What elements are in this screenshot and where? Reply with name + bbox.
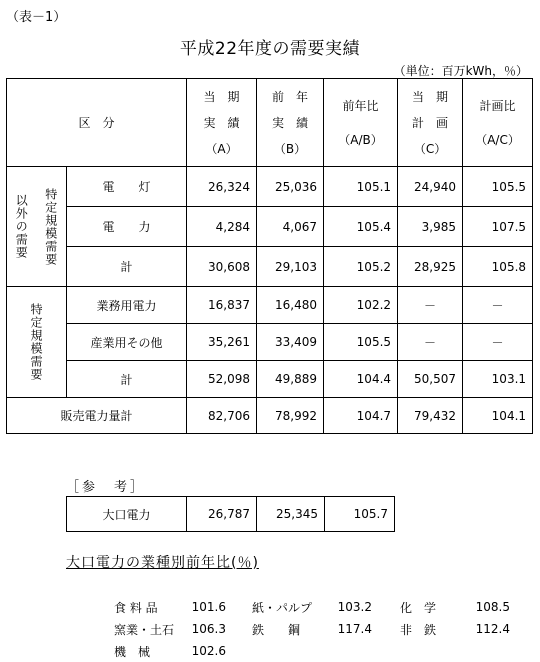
cell-ab: 102.2 xyxy=(324,287,398,324)
cell-ab: 105.1 xyxy=(324,167,398,207)
table-row xyxy=(7,361,533,398)
row-name: 産業用その他 xyxy=(67,324,187,361)
cell-c: － xyxy=(398,287,463,324)
header-plan-ratio: 計画比 （A/C） xyxy=(463,79,533,167)
table-row xyxy=(7,247,533,287)
cell-b: 29,103 xyxy=(257,247,324,287)
reference-row xyxy=(67,497,395,532)
reference-ab: 105.7 xyxy=(325,497,395,532)
reference-a: 26,787 xyxy=(187,497,257,532)
row-name: 電 力 xyxy=(67,207,187,247)
cell-ab: 104.7 xyxy=(324,398,398,434)
cell-a: 30,608 xyxy=(187,247,257,287)
cell-ab: 105.2 xyxy=(324,247,398,287)
row-name: 業務用電力 xyxy=(67,287,187,324)
table-label: （表－1） xyxy=(6,10,67,25)
reference-label: ［参 考］ xyxy=(66,480,147,495)
cell-a: 35,261 xyxy=(187,324,257,361)
total-name: 販売電力量計 xyxy=(7,398,187,434)
table-row xyxy=(7,324,533,361)
cell-b: 16,480 xyxy=(257,287,324,324)
table-row xyxy=(7,287,533,324)
group1-label-right: 特定規模需要 xyxy=(37,167,67,287)
header-current-actual: 当 期 実 績 （A） xyxy=(187,79,257,167)
industry-list xyxy=(114,596,524,662)
row-name: 計 xyxy=(67,247,187,287)
cell-a: 4,284 xyxy=(187,207,257,247)
cell-b: 25,036 xyxy=(257,167,324,207)
cell-ac: － xyxy=(463,287,533,324)
industry-name: 紙・パルプ xyxy=(252,600,313,615)
header-current-plan: 当 期 計 画 （C） xyxy=(398,79,463,167)
cell-b: 4,067 xyxy=(257,207,324,247)
cell-c: 28,925 xyxy=(398,247,463,287)
cell-c: 24,940 xyxy=(398,167,463,207)
row-name: 電 灯 xyxy=(67,167,187,207)
reference-table xyxy=(66,496,395,532)
cell-ac: － xyxy=(463,324,533,361)
industry-name: 非 鉄 xyxy=(400,622,437,637)
cell-b: 78,992 xyxy=(257,398,324,434)
total-row xyxy=(7,398,533,434)
industry-value: 108.5 xyxy=(475,600,510,614)
page-title: 平成22年度の需要実績 xyxy=(179,39,361,59)
header-category: 区 分 xyxy=(7,79,187,167)
cell-ac: 103.1 xyxy=(463,361,533,398)
industry-name: 化 学 xyxy=(400,600,437,615)
cell-a: 26,324 xyxy=(187,167,257,207)
industry-value: 101.6 xyxy=(191,600,226,614)
industry-section-title: 大口電力の業種別前年比(％) xyxy=(66,555,259,571)
group1-label-left: 以外の需要 xyxy=(7,167,37,287)
cell-a: 52,098 xyxy=(187,361,257,398)
cell-a: 16,837 xyxy=(187,287,257,324)
industry-row xyxy=(114,640,524,662)
table-row xyxy=(7,167,533,207)
industry-name: 機 械 xyxy=(114,644,151,659)
row-name: 計 xyxy=(67,361,187,398)
unit-note: （単位：百万kWh，％） xyxy=(393,64,528,78)
cell-c: 3,985 xyxy=(398,207,463,247)
industry-row xyxy=(114,618,524,640)
reference-b: 25,345 xyxy=(257,497,325,532)
cell-ab: 105.5 xyxy=(324,324,398,361)
header-prev-actual: 前 年 実 績 （B） xyxy=(257,79,324,167)
header-row xyxy=(7,79,533,167)
industry-value: 117.4 xyxy=(337,622,372,636)
cell-ab: 104.4 xyxy=(324,361,398,398)
cell-c: 79,432 xyxy=(398,398,463,434)
cell-b: 49,889 xyxy=(257,361,324,398)
demand-table xyxy=(6,78,533,434)
cell-ac: 105.8 xyxy=(463,247,533,287)
industry-value: 112.4 xyxy=(475,622,510,636)
reference-name: 大口電力 xyxy=(67,497,187,532)
group2-label: 特定規模需要 xyxy=(7,287,67,398)
industry-value: 106.3 xyxy=(191,622,226,636)
cell-ac: 105.5 xyxy=(463,167,533,207)
industry-name: 食 料 品 xyxy=(114,600,158,615)
cell-c: － xyxy=(398,324,463,361)
industry-name: 鉄 鋼 xyxy=(252,622,301,637)
table-row xyxy=(7,207,533,247)
cell-c: 50,507 xyxy=(398,361,463,398)
header-yoy: 前年比 （A/B） xyxy=(324,79,398,167)
industry-value: 102.6 xyxy=(191,644,226,658)
cell-a: 82,706 xyxy=(187,398,257,434)
industry-value: 103.2 xyxy=(337,600,372,614)
cell-ac: 107.5 xyxy=(463,207,533,247)
industry-row xyxy=(114,596,524,618)
industry-name: 窯業・土石 xyxy=(114,622,175,637)
cell-b: 33,409 xyxy=(257,324,324,361)
cell-ab: 105.4 xyxy=(324,207,398,247)
cell-ac: 104.1 xyxy=(463,398,533,434)
